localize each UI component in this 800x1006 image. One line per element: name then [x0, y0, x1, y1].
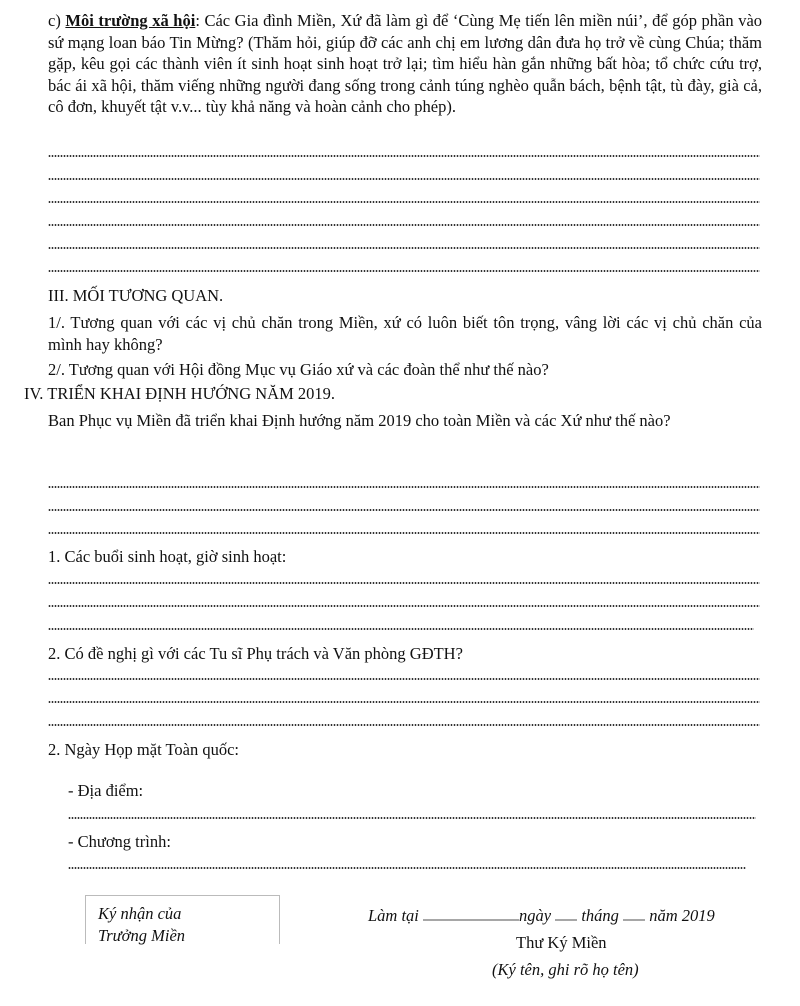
answer-line [48, 701, 760, 703]
answer-line [48, 178, 760, 180]
section-4-intro: Ban Phục vụ Miền đã triển khai Định hướng năm 2019 cho toàn Miền và các Xứ như thế nào? [48, 411, 671, 430]
section-4-heading: IV. TRIỂN KHAI ĐỊNH HƯỚNG NĂM 2019. [24, 384, 336, 403]
answer-line [48, 628, 754, 630]
answer-line [48, 486, 760, 488]
month-blank [623, 919, 645, 921]
place-blank [423, 919, 519, 921]
answer-line [48, 201, 760, 203]
day-blank [555, 919, 577, 921]
signature-box-line-1: Ký nhận của [98, 904, 182, 923]
section-3-heading: III. MỐI TƯƠNG QUAN. [48, 286, 224, 305]
venue-answer-line [68, 817, 756, 819]
day-label: ngày [519, 906, 552, 925]
answer-line [48, 678, 760, 680]
answer-line [48, 532, 760, 534]
answer-line [48, 224, 760, 226]
answer-line [48, 724, 760, 726]
answer-line [48, 270, 760, 272]
answer-line [48, 509, 760, 511]
program-answer-line [68, 867, 746, 869]
signature-box-line-2: Trưởng Miền [98, 926, 186, 945]
answer-line [48, 247, 760, 249]
section-4-item-1: 1. Các buổi sinh hoạt, giờ sinh hoạt: [48, 547, 287, 566]
program-label: - Chương trình: [68, 832, 171, 851]
section-4-item-3: 2. Ngày Họp mặt Toàn quốc: [48, 740, 240, 759]
answer-line [48, 582, 760, 584]
section-c-paragraph [48, 10, 762, 118]
year-label: năm 2019 [649, 906, 715, 925]
date-line [368, 906, 715, 926]
venue-label: - Địa điểm: [68, 781, 144, 800]
section-3-question-1: 1/. Tương quan với các vị chủ chăn trong Miền, xứ có luôn biết tôn trọng, vâng lời các vị chủ chăn của mình hay không? [48, 313, 762, 354]
section-4-item-2: 2. Có đề nghị gì với các Tu sĩ Phụ trách và Văn phòng GĐTH? [48, 644, 463, 663]
section-3-question-2: 2/. Tương quan với Hội đồng Mục vụ Giáo xứ và các đoàn thể như thế nào? [48, 360, 549, 379]
signature-note: (Ký tên, ghi rõ họ tên) [492, 960, 639, 979]
answer-line [48, 155, 760, 157]
place-label: Làm tại [368, 906, 419, 925]
answer-line [48, 605, 760, 607]
section-c-body: : Các Gia đình Miền, Xứ đã làm gì để ‘Cùng Mẹ tiến lên miền núi’, để góp phần vào sứ mạng loan báo Tin Mừng? (Thăm hỏi, giúp đỡ các anh chị em lương dân đưa họ trở về cùng Chúa; thăm gặp, kêu gọi các thành viên ít sinh hoạt sinh hoạt trở lại; tìm hiểu hàn gắn những bất hòa; tổ chức cứu trợ, bác ái xã hội, thăm viếng những người đang sống trong cảnh túng nghèo quẫn bách, bệnh tật, tù đày, già cả, cô đơn, khuyết tật v.v... tùy khả năng và hoàn cảnh cho phép). [48, 11, 763, 116]
month-label: tháng [581, 906, 619, 925]
section-c-label: c) [48, 11, 61, 30]
secretary-title: Thư Ký Miền [516, 933, 607, 952]
section-c-term: Môi trường xã hội [65, 11, 196, 30]
